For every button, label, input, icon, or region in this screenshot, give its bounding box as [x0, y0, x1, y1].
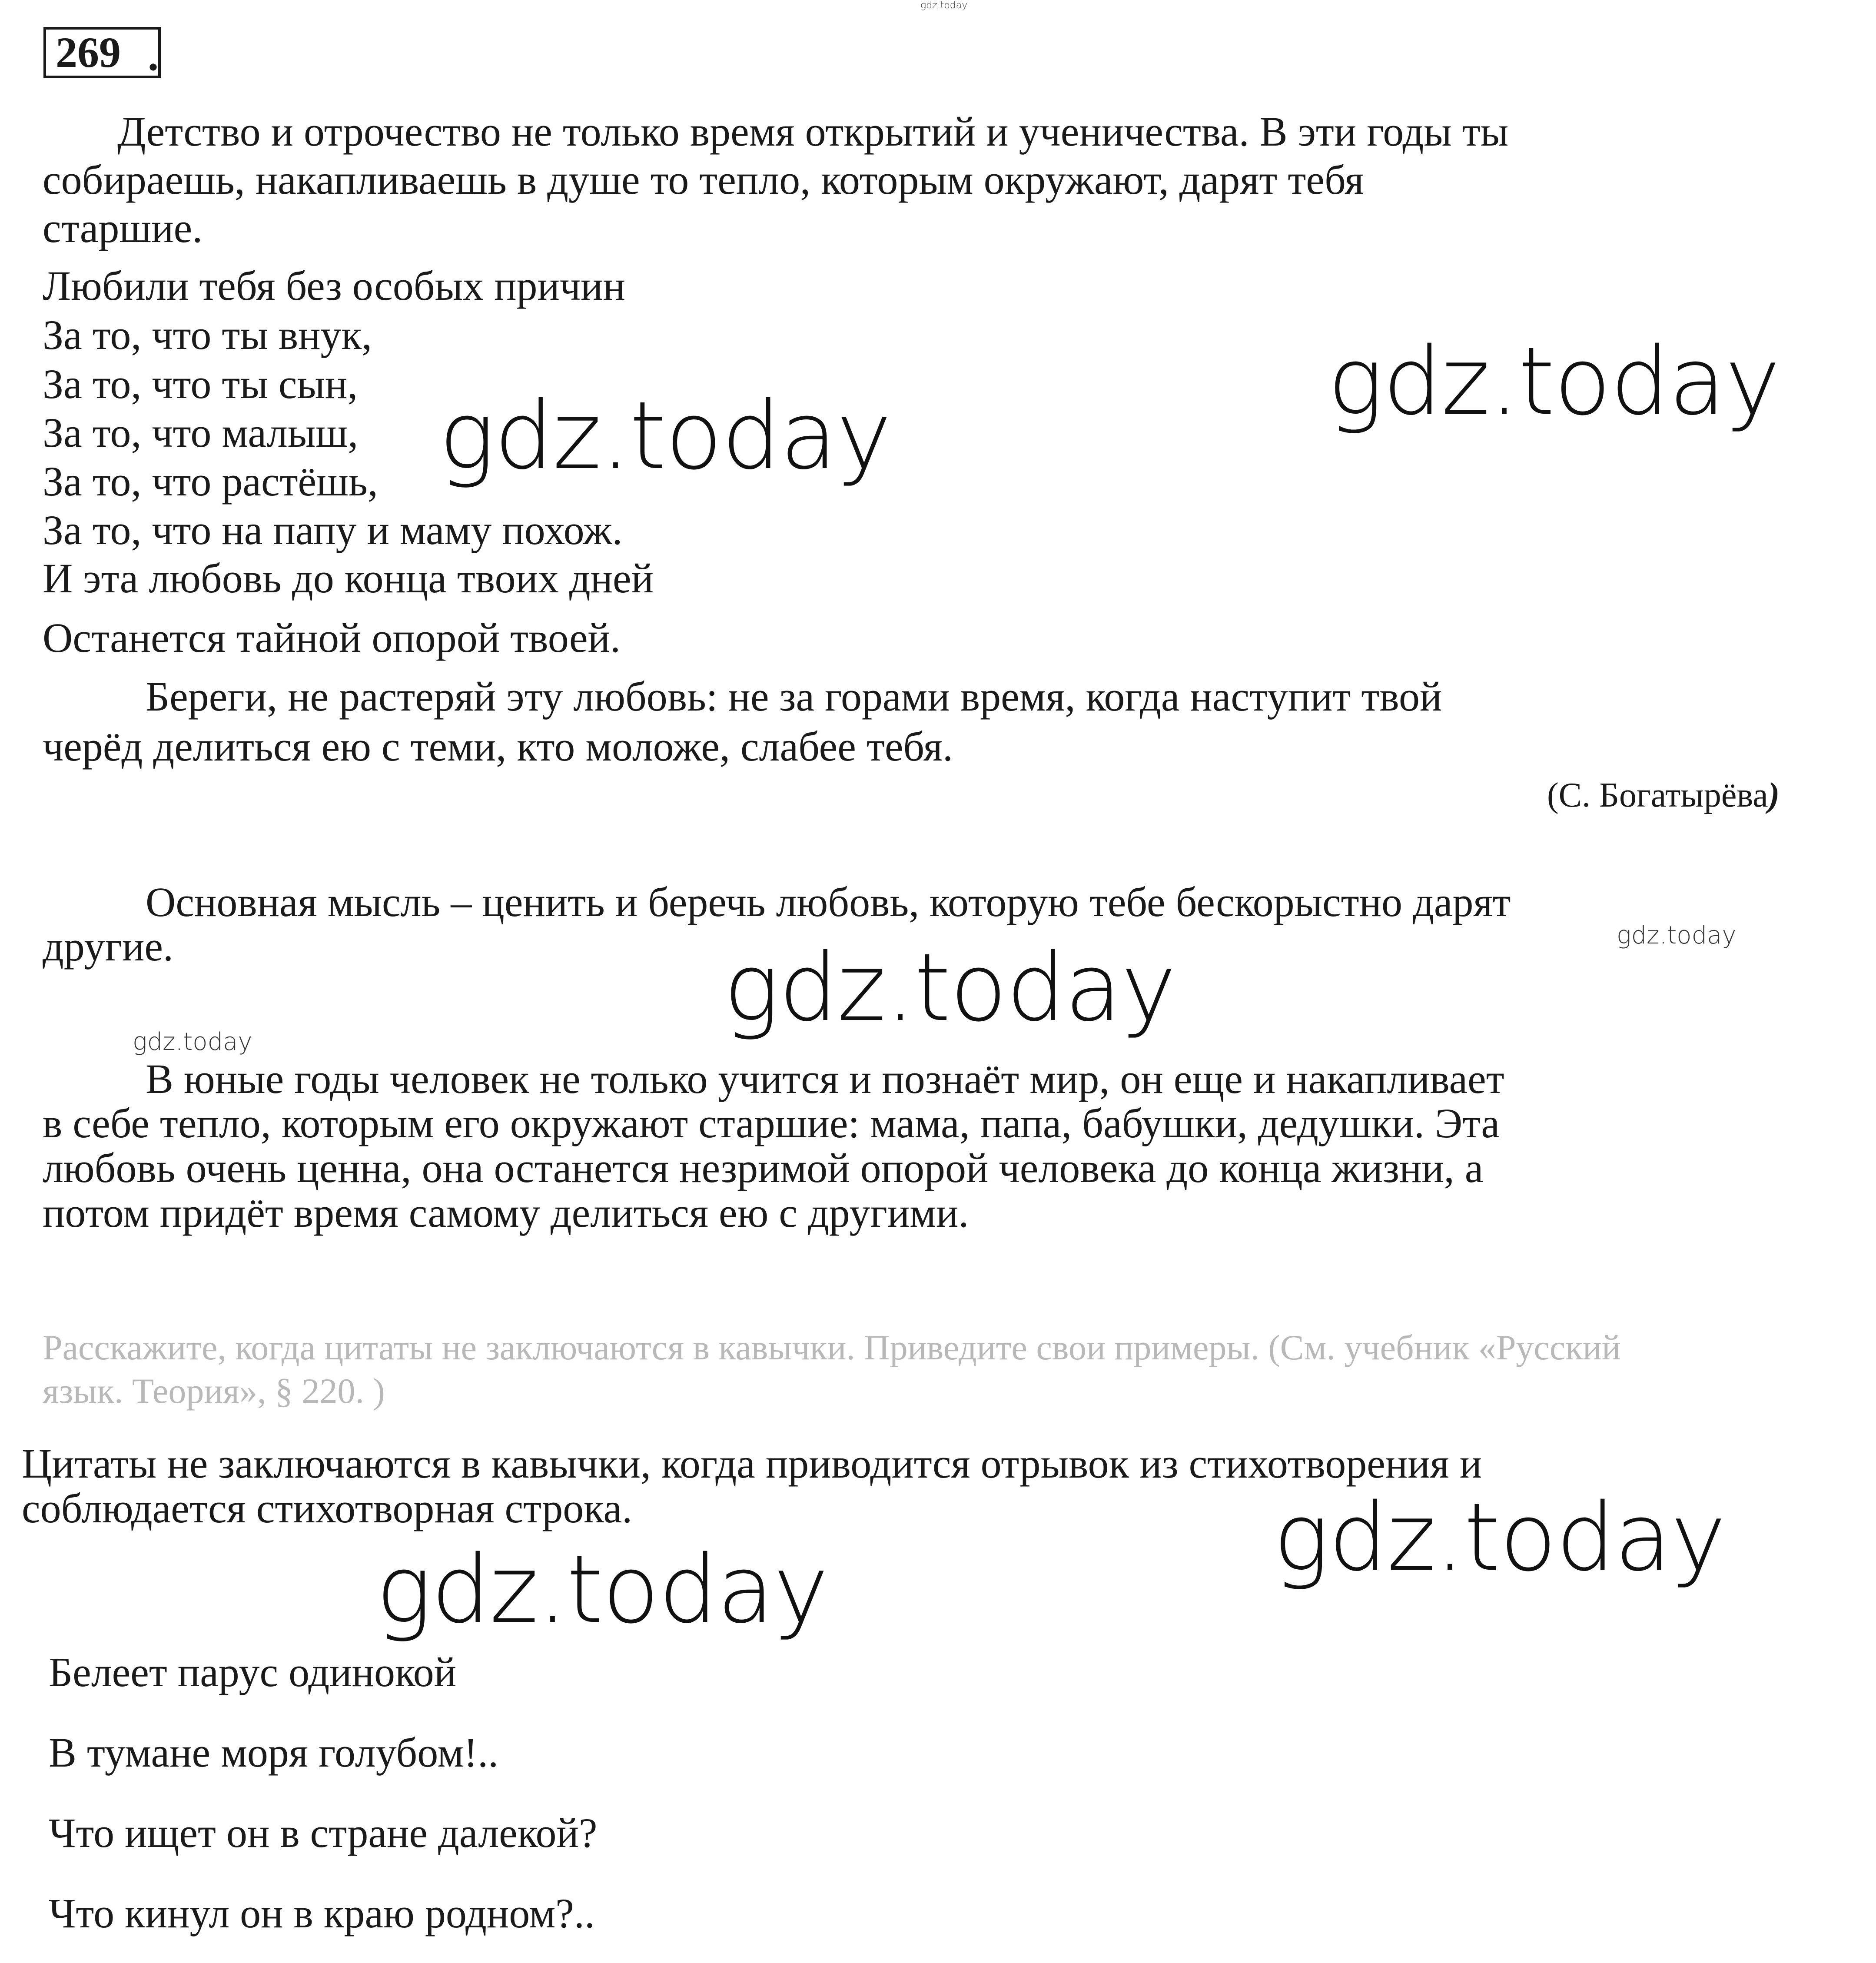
- poem2-line-3: Что ищет он в стране далекой?: [49, 1810, 598, 1856]
- author-attribution: [1547, 778, 1780, 813]
- watermark-large-left-bottom: gdz.today: [376, 1535, 828, 1644]
- poem1-line-7: И эта любовь до конца твоих дней: [43, 555, 654, 601]
- paragraph2-line-1: Береги, не растеряй эту любовь: не за горами время, когда наступит твой: [146, 673, 1442, 720]
- paragraph2-line-2: черёд делиться ею с теми, кто моложе, слабее тебя.: [43, 723, 953, 770]
- paragraph1-line-3: старшие.: [43, 205, 203, 251]
- answer-line-1: Цитаты не заключаются в кавычки, когда приводится отрывок из стихотворения и: [22, 1440, 1482, 1487]
- summary-line-1: В юные годы человек не только учится и познаёт мир, он еще и накапливает: [146, 1056, 1504, 1102]
- exercise-number: 269: [43, 27, 161, 78]
- task-line-2: язык. Теория», § 220. ): [43, 1371, 385, 1411]
- main-idea-line-1: Основная мысль – ценить и беречь любовь, которую тебе бескорыстно дарят: [146, 879, 1511, 925]
- poem2-line-2: В тумане моря голубом!..: [49, 1729, 499, 1776]
- poem1-line-2: За то, что ты внук,: [43, 312, 372, 358]
- exercise-number-dot: .: [148, 31, 159, 80]
- summary-line-3: любовь очень ценна, она останется незримой опорой человека до конца жизни, а: [43, 1145, 1484, 1191]
- watermark-large-right-bottom: gdz.today: [1273, 1483, 1725, 1592]
- main-idea-line-2: другие.: [43, 923, 173, 970]
- watermark-tiny-top: gdz.today: [920, 0, 968, 11]
- task-line-1: Расскажите, когда цитаты не заключаются в кавычки. Приведите свои примеры. (См. учебник «Русский: [43, 1328, 1621, 1367]
- watermark-large-right-top: gdz.today: [1328, 327, 1780, 436]
- paragraph1-line-2: собираешь, накапливаешь в душе то тепло, которым окружают, дарят тебя: [43, 156, 1364, 203]
- poem1-line-8: Останется тайной опорой твоей.: [43, 614, 621, 661]
- watermark-small-left: gdz.today: [133, 1028, 252, 1056]
- watermark-small-right: gdz.today: [1617, 921, 1737, 950]
- paragraph1-line-1: Детство и отрочество не только время открытий и ученичества. В эти годы ты: [117, 108, 1509, 155]
- answer-line-2: соблюдается стихотворная строка.: [22, 1485, 633, 1531]
- author-name: (С. Богатырёва: [1547, 776, 1768, 814]
- poem1-line-1: Любили тебя без особых причин: [43, 262, 625, 309]
- poem1-line-4: За то, что малыш,: [43, 409, 359, 456]
- watermark-large-left-top: gdz.today: [439, 381, 891, 490]
- summary-line-4: потом придёт время самому делиться ею с другими.: [43, 1189, 969, 1236]
- poem1-line-5: За то, что растёшь,: [43, 458, 378, 505]
- poem2-line-1: Белеет парус одинокой: [49, 1649, 457, 1695]
- poem1-line-6: За то, что на папу и маму похож.: [43, 507, 623, 553]
- summary-line-2: в себе тепло, которым его окружают старшие: мама, папа, бабушки, дедушки. Эта: [43, 1100, 1500, 1146]
- author-close-paren: ): [1768, 776, 1780, 814]
- poem2-line-4: Что кинул он в краю родном?..: [49, 1890, 595, 1936]
- watermark-large-center: gdz.today: [724, 933, 1175, 1042]
- poem1-line-3: За то, что ты сын,: [43, 361, 358, 407]
